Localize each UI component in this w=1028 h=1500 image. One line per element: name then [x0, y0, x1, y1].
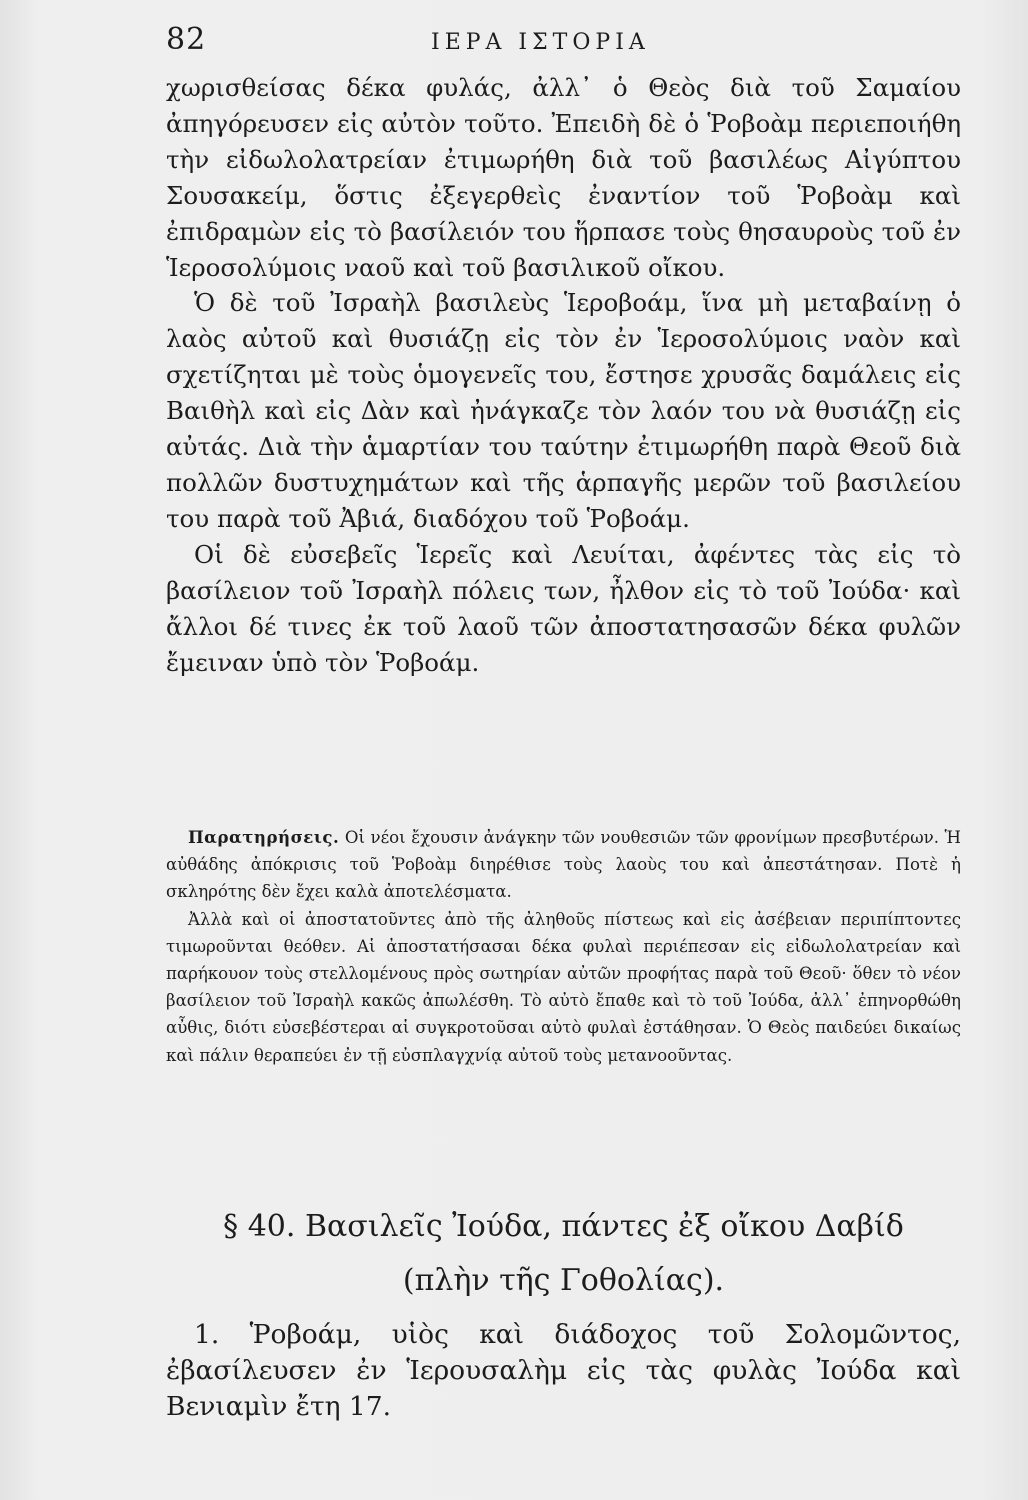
observation-second: Ἀλλὰ καὶ οἱ ἀποστατοῦντες ἀπὸ τῆς ἀληθοῦς πίστεως καὶ εἰς ἀσέβειαν περιπίπτοντες τιμωροῦνται θεόθεν. Αἱ ἀποστατήσασαι δέκα φυλαὶ περιέπεσαν εἰς εἰδωλολατρείαν καὶ παρήκουον τοὺς στελλομένους πρὸς σωτηρίαν αὐτῶν προφήτας παρὰ τοῦ Θεοῦ· ὅθεν τὸ νέον βασίλειον τοῦ Ἰσραὴλ κακῶς ἀπωλέσθη. Τὸ αὐτὸ ἔπαθε καὶ τὸ τοῦ Ἰούδα, ἀλλ᾽ ἐπηνορθώθη αὖθις, διότι εὐσεβέστεραι αἱ συγκροτοῦσαι αὐτὸ φυλαὶ ἐστάθησαν. Ὁ Θεὸς παιδεύει δικαίως καὶ πάλιν θεραπεύει ἐν τῇ εὐσπλαγχνίᾳ αὐτοῦ τοὺς μετανοοῦντας.: [166, 909, 961, 1065]
page-number: 82: [166, 22, 207, 57]
observation-first: [166, 824, 961, 906]
observations-label: Παρατηρήσεις.: [188, 827, 340, 847]
paragraph-rovoam-reign: 1. Ῥοβοάμ, υἱὸς καὶ διάδοχος τοῦ Σολομῶντος, ἐβασίλευσεν ἐν Ἱερουσαλὴμ εἰς τὰς φυλὰς Ἰούδα καὶ Βενιαμὶν ἔτη 17.: [166, 1319, 961, 1422]
section-body: [166, 1317, 961, 1425]
paragraph-continuation: χωρισθείσας δέκα φυλάς, ἀλλ᾽ ὁ Θεὸς διὰ τοῦ Σαμαίου ἀπηγόρευσεν εἰς αὐτὸν τοῦτο. Ἐπειδὴ δὲ ὁ Ῥοβοὰμ περιεποιήθη τὴν εἰδωλολατρείαν ἐτιμωρήθη διὰ τοῦ βασιλέως Αἰγύπτου Σουσακείμ, ὅστις ἐξεγερθεὶς ἐναντίον τοῦ Ῥοβοὰμ καὶ ἐπιδραμὼν εἰς τὸ βασίλειόν του ἥρπασε τοὺς θησαυροὺς τοῦ ἐν Ἱεροσολύμοις ναοῦ καὶ τοῦ βασιλικοῦ οἴκου.: [166, 73, 961, 282]
observations-block: [166, 824, 961, 1069]
section-title: § 40. Βασιλεῖς Ἰούδα, πάντες ἐξ οἴκου Δαβίδ: [223, 1209, 904, 1244]
page-header: [166, 22, 961, 66]
paragraph-levites: Οἱ δὲ εὐσεβεῖς Ἱερεῖς καὶ Λευίται, ἀφέντες τὰς εἰς τὸ βασίλειον τοῦ Ἰσραὴλ πόλεις των, ἦλθον εἰς τὸ τοῦ Ἰούδα· καὶ ἄλλοι δέ τινες ἐκ τοῦ λαοῦ τῶν ἀποστατησασῶν δέκα φυλῶν ἔμειναν ὑπὸ τὸν Ῥοβοάμ.: [166, 539, 961, 677]
section-heading: [166, 1200, 961, 1308]
main-text: [166, 70, 961, 680]
section-subtitle: (πλὴν τῆς Γοθολίας).: [402, 1263, 725, 1298]
observation-first-text: Οἱ νέοι ἔχουσιν ἀνάγκην τῶν νουθεσιῶν τῶν φρονίμων πρεσβυτέρων. Ἡ αὐθάδης ἀπόκρισις τοῦ Ῥοβοὰμ διηρέθισε τοὺς λαοὺς του καὶ ἀπεστάτησαν. Ποτὲ ἡ σκληρότης δὲν ἔχει καλὰ ἀποτελέσματα.: [166, 828, 961, 902]
running-head: ΙΕΡΑ ΙΣΤΟΡΙΑ: [431, 30, 650, 55]
paragraph-ierovoam: Ὁ δὲ τοῦ Ἰσραὴλ βασιλεὺς Ἱεροβοάμ, ἵνα μὴ μεταβαίνῃ ὁ λαὸς αὐτοῦ καὶ θυσιάζῃ εἰς τὸν ἐν Ἱεροσολύμοις ναὸν καὶ σχετίζηται μὲ τοὺς ὁμογενεῖς του, ἔστησε χρυσᾶς δαμάλεις εἰς Βαιθὴλ καὶ εἰς Δὰν καὶ ἠνάγκαζε τὸν λαόν του νὰ θυσιάζῃ εἰς αὐτάς. Διὰ τὴν ἁμαρτίαν του ταύτην ἐτιμωρήθη παρὰ Θεοῦ διὰ πολλῶν δυστυχημάτων καὶ τῆς ἁρπαγῆς μερῶν τοῦ βασιλείου του παρὰ τοῦ Ἀβιά, διαδόχου τοῦ Ῥοβοάμ.: [166, 288, 961, 533]
